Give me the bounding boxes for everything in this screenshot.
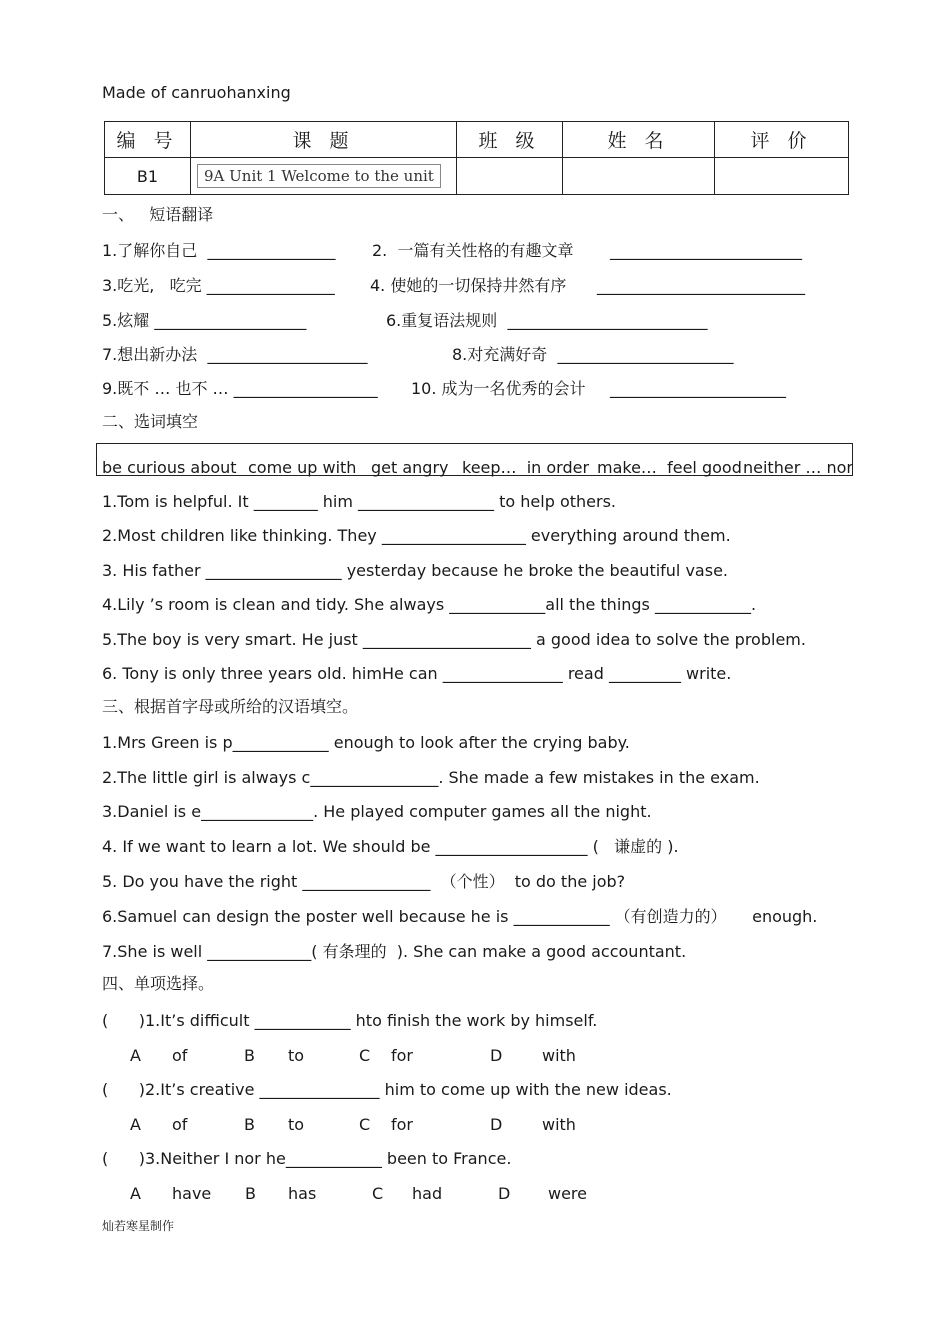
s2-question-3: 3. His father _________________ yesterday because he broke the beautiful vase.	[102, 561, 728, 580]
s4-q2-option-text: to	[288, 1115, 305, 1134]
section3-title: 三、根据首字母或所给的汉语填空。	[102, 697, 359, 716]
s1-item-2: 2. 一篇有关性格的有趣文章	[372, 241, 574, 260]
cell-evaluation[interactable]	[715, 158, 849, 195]
header-topic: 课 题	[191, 122, 457, 158]
s4-q3-option-label: A	[130, 1184, 141, 1203]
s3-question-4: 4. If we want to learn a lot. We should be ___________________ ( 谦虚的 ).	[102, 837, 679, 856]
s1-item-4-blank: __________________________	[597, 276, 805, 295]
header-code: 编 号	[105, 122, 191, 158]
s4-q1-option-label: A	[130, 1046, 141, 1065]
header-name: 姓 名	[563, 122, 715, 158]
s4-q2-option-text: with	[542, 1115, 576, 1134]
s3-question-2: 2.The little girl is always c________________. She made a few mistakes in the exam.	[102, 768, 760, 787]
cell-name[interactable]	[563, 158, 715, 195]
s3-question-1: 1.Mrs Green is p____________ enough to look after the crying baby.	[102, 733, 630, 752]
s1-item-9: 9.既不 … 也不 … __________________	[102, 379, 378, 398]
s1-item-10: 10. 成为一名优秀的会计	[411, 379, 586, 398]
section4-title: 四、单项选择。	[102, 974, 215, 993]
header-table	[104, 121, 849, 195]
made-of-line: Made of canruohanxing	[102, 83, 291, 102]
cell-code: B1	[105, 158, 191, 195]
s1-item-3: 3.吃光, 吃完 ________________	[102, 276, 335, 295]
s1-item-6: 6.重复语法规则 _________________________	[386, 311, 708, 330]
s3-question-5: 5. Do you have the right ________________ （个性） to do the job?	[102, 872, 626, 891]
s4-question-1: ( )1.It’s difficult ____________ hto finish the work by himself.	[102, 1011, 598, 1030]
s4-q1-option-text: with	[542, 1046, 576, 1065]
s2-question-2: 2.Most children like thinking. They __________________ everything around them.	[102, 526, 731, 545]
s4-q3-option-text: had	[412, 1184, 443, 1203]
word-bank-item: keep… in order	[462, 458, 590, 477]
s4-q3-option-text: has	[288, 1184, 317, 1203]
s4-q2-option-text: of	[172, 1115, 188, 1134]
s3-question-7: 7.She is well _____________( 有条理的 ). She can make a good accountant.	[102, 942, 687, 961]
cell-class[interactable]	[457, 158, 563, 195]
s4-q1-option-label: D	[490, 1046, 503, 1065]
s4-q2-option-label: C	[359, 1115, 371, 1134]
s4-q1-option-label: C	[359, 1046, 371, 1065]
s4-q3-option-label: D	[498, 1184, 511, 1203]
s4-question-2: ( )2.It’s creative _______________ him to come up with the new ideas.	[102, 1080, 672, 1099]
word-bank-item: neither … nor	[743, 458, 853, 477]
s4-q3-option-text: have	[172, 1184, 212, 1203]
s4-q2-option-label: B	[244, 1115, 255, 1134]
header-evaluation: 评 价	[715, 122, 849, 158]
footer-credit: 灿若寒星制作	[102, 1219, 175, 1233]
s4-q1-option-text: of	[172, 1046, 188, 1065]
section1-title: 一、 短语翻译	[102, 205, 214, 224]
s2-question-5: 5.The boy is very smart. He just _____________________ a good idea to solve the problem.	[102, 630, 806, 649]
s4-q3-option-label: C	[372, 1184, 384, 1203]
s4-q1-option-label: B	[244, 1046, 255, 1065]
word-bank-box	[96, 443, 853, 476]
cell-topic	[191, 158, 457, 195]
topic-image-label: 9A Unit 1 Welcome to the unit	[197, 164, 441, 188]
s3-question-6: 6.Samuel can design the poster well because he is ____________ （有创造力的） enough.	[102, 907, 818, 926]
s4-q3-option-text: were	[548, 1184, 587, 1203]
s1-item-8: 8.对充满好奇 ______________________	[452, 345, 734, 364]
s4-q2-option-text: for	[391, 1115, 413, 1134]
s4-q1-option-text: to	[288, 1046, 305, 1065]
s2-question-1: 1.Tom is helpful. It ________ him _________________ to help others.	[102, 492, 616, 511]
s1-item-10-blank: ______________________	[610, 379, 786, 398]
word-bank-item: get angry	[371, 458, 449, 477]
word-bank-item: be curious about	[102, 458, 237, 477]
s1-item-7: 7.想出新办法 ____________________	[102, 345, 368, 364]
s2-question-4: 4.Lily ’s room is clean and tidy. She always ____________all the things ____________.	[102, 595, 757, 614]
s4-q3-option-label: B	[245, 1184, 256, 1203]
s4-q2-option-label: D	[490, 1115, 503, 1134]
s2-question-6: 6. Tony is only three years old. himHe can _______________ read _________ write.	[102, 664, 732, 683]
s1-item-4: 4. 使她的一切保持井然有序	[370, 276, 567, 295]
s4-q1-option-text: for	[391, 1046, 413, 1065]
s1-item-2-blank: ________________________	[610, 241, 802, 260]
word-bank-item: make… feel good	[597, 458, 742, 477]
s4-q2-option-label: A	[130, 1115, 141, 1134]
s4-question-3: ( )3.Neither I nor he____________ been to France.	[102, 1149, 512, 1168]
section2-title: 二、选词填空	[102, 412, 199, 431]
header-class: 班 级	[457, 122, 563, 158]
s3-question-3: 3.Daniel is e______________. He played computer games all the night.	[102, 802, 652, 821]
s1-item-1: 1.了解你自己 ________________	[102, 241, 336, 260]
s1-item-5: 5.炫耀 ___________________	[102, 311, 307, 330]
word-bank-item: come up with	[248, 458, 357, 477]
